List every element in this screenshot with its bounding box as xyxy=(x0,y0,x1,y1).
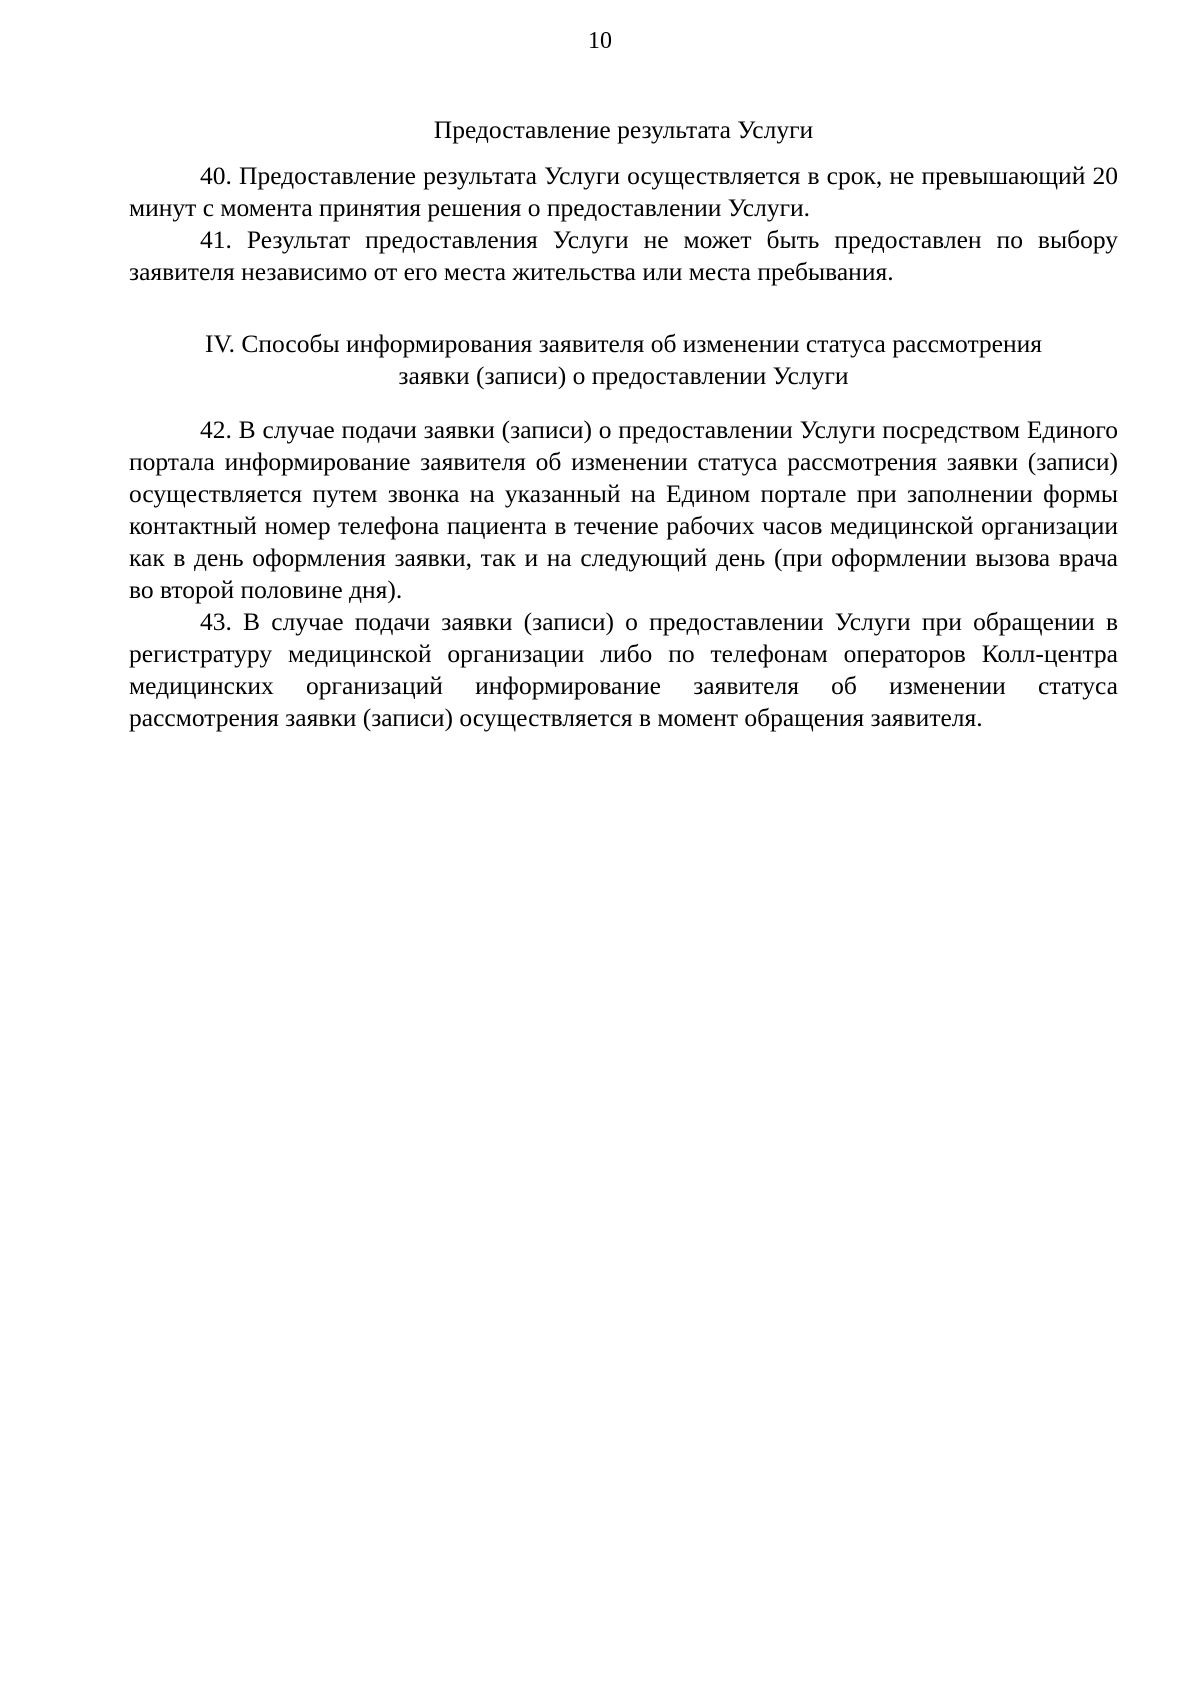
section-heading-line-1: IV. Способы информирования заявителя об изменении статуса рассмотрения xyxy=(205,329,1042,358)
section-heading-line-2: заявки (записи) о предоставлении Услуги xyxy=(398,361,849,390)
paragraph-40: 40. Предоставление результата Услуги осуществляется в срок, не превышающий 20 минут с момента принятия решения о предоставлении Услуги. xyxy=(129,161,1118,222)
subheading-result-provision: Предоставление результата Услуги xyxy=(433,115,814,144)
paragraph-41: 41. Результат предоставления Услуги не может быть предоставлен по выбору заявителя независимо от его места жительства или места пребывания. xyxy=(129,225,1118,286)
page-number: 10 xyxy=(588,28,612,54)
section-heading-iv xyxy=(129,328,1118,392)
paragraph-43: 43. В случае подачи заявки (записи) о предоставлении Услуги при обращении в регистратуру медицинской организации либо по телефонам операторов Колл-центра медицинских организаций информирование заявителя об изменении статуса рассмотрения заявки (записи) осуществляется в момент обращения заявителя. xyxy=(129,607,1118,732)
paragraph-42: 42. В случае подачи заявки (записи) о предоставлении Услуги посредством Единого портала информирование заявителя об изменении статуса рассмотрения заявки (записи) осуществляется путем звонка на указанный на Едином портале при заполнении формы контактный номер телефона пациента в течение рабочих часов медицинской организации как в день оформления заявки, так и на следующий день (при оформлении вызова врача во второй половине дня). xyxy=(129,415,1118,604)
document-body xyxy=(129,114,1118,734)
